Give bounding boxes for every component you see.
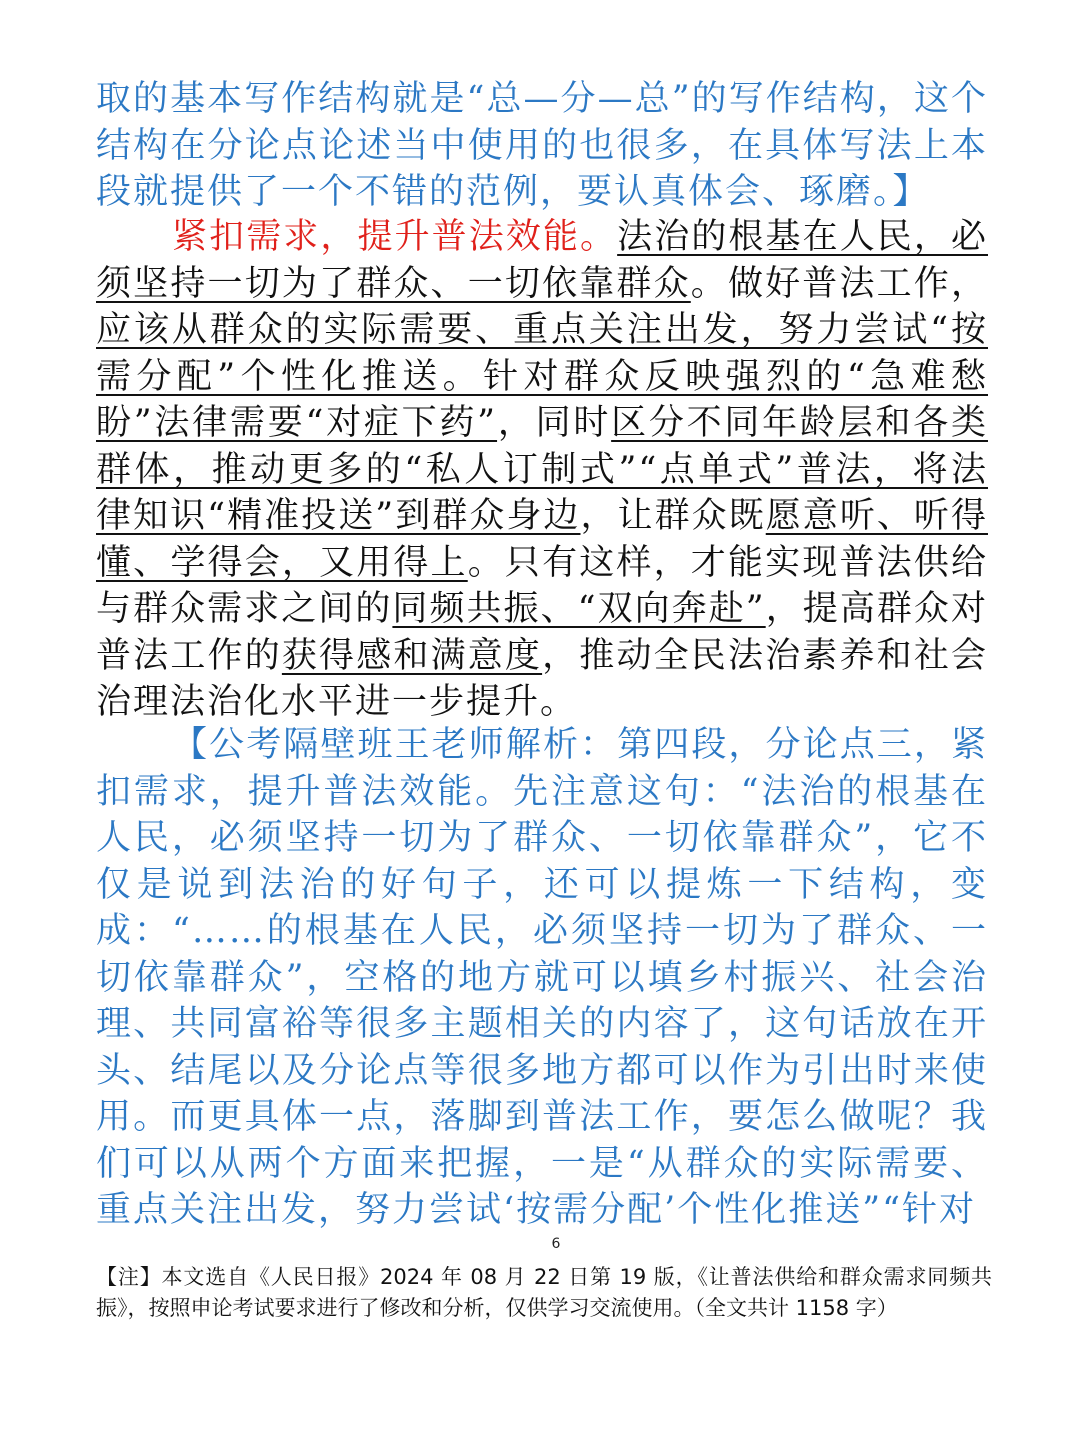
underlined-phrase: 应该从群众的实际需要、重点关注出发，努力尝试“按需分配”个性化推送。针对群众反映强烈的“急难愁盼”法律需要“对症下药” bbox=[96, 310, 988, 443]
analysis-paragraph-4: 【公考隔壁班王老师解析：第四段，分论点三，紧扣需求，提升普法效能。先注意这句：“法治的根基在人民，必须坚持一切为了群众、一切依靠群众”，它不仅是说到法治的好句子，还可以提炼一下结构，变成：“……的根基在人民，必须坚持一切为了群众、一切依靠群众”，空格的地方就可以填乡村振兴、社会治理、共同富裕等很多主题相关的内容了，这句话放在开头、结尾以及分论点等很多地方都可以作为引出时来使用。而更具体一点，落脚到普法工作，要怎么做呢？我们可以从两个方面来把握，一是“从群众的实际需要、重点关注出发，努力尝试‘按需分配’个性化推送”“针对 bbox=[96, 725, 988, 1230]
analysis-continuation-paragraph: 取的基本写作结构就是“总—分—总”的写作结构，这个结构在分论点论述当中使用的也很多，在具体写法上本段就提供了一个不错的范例，要认真体会、琢磨。】 bbox=[96, 79, 988, 212]
body-text: ，推动全民法治素养和社会治理法治化水平进一步提升。 bbox=[96, 635, 988, 722]
underlined-phrase: 同频共振、“双向奔赴” bbox=[392, 589, 766, 629]
body-text: ，让群众既 bbox=[580, 496, 766, 536]
subpoint-heading: 紧扣需求，提升普法效能。 bbox=[172, 217, 618, 257]
underlined-phrase: 法治的根基在人民，必须坚持一切为了群众、一切依靠群众 bbox=[96, 217, 988, 304]
body-text: 。做好普法工作， bbox=[690, 263, 988, 304]
underlined-phrase: 获得感和满意度 bbox=[281, 635, 543, 676]
underlined-phrase: 区分不同年龄层和各类群体，推动更多的“私人订制式”“点单式”普法，将法律知识“精准投送”到群众身边 bbox=[96, 403, 988, 536]
body-text: ，提高群众对普法工作的 bbox=[96, 589, 988, 676]
footnote: 【注】本文选自《人民日报》2024 年 08 月 22 日第 19 版，《让普法供给和群众需求同频共振》，按照申论考试要求进行了修改和分析，仅供学习交流使用。（全文共计 1158 字） bbox=[96, 1265, 992, 1320]
body-text: ，同时 bbox=[497, 403, 612, 443]
body-text: 。只有这样，才能实现普法供给与群众需求之间的 bbox=[96, 542, 988, 629]
underlined-phrase: 愿意听、听得懂、学得会，又用得上 bbox=[96, 496, 988, 583]
body-paragraph-4 bbox=[96, 214, 988, 726]
page-number: 6 bbox=[551, 1236, 561, 1252]
